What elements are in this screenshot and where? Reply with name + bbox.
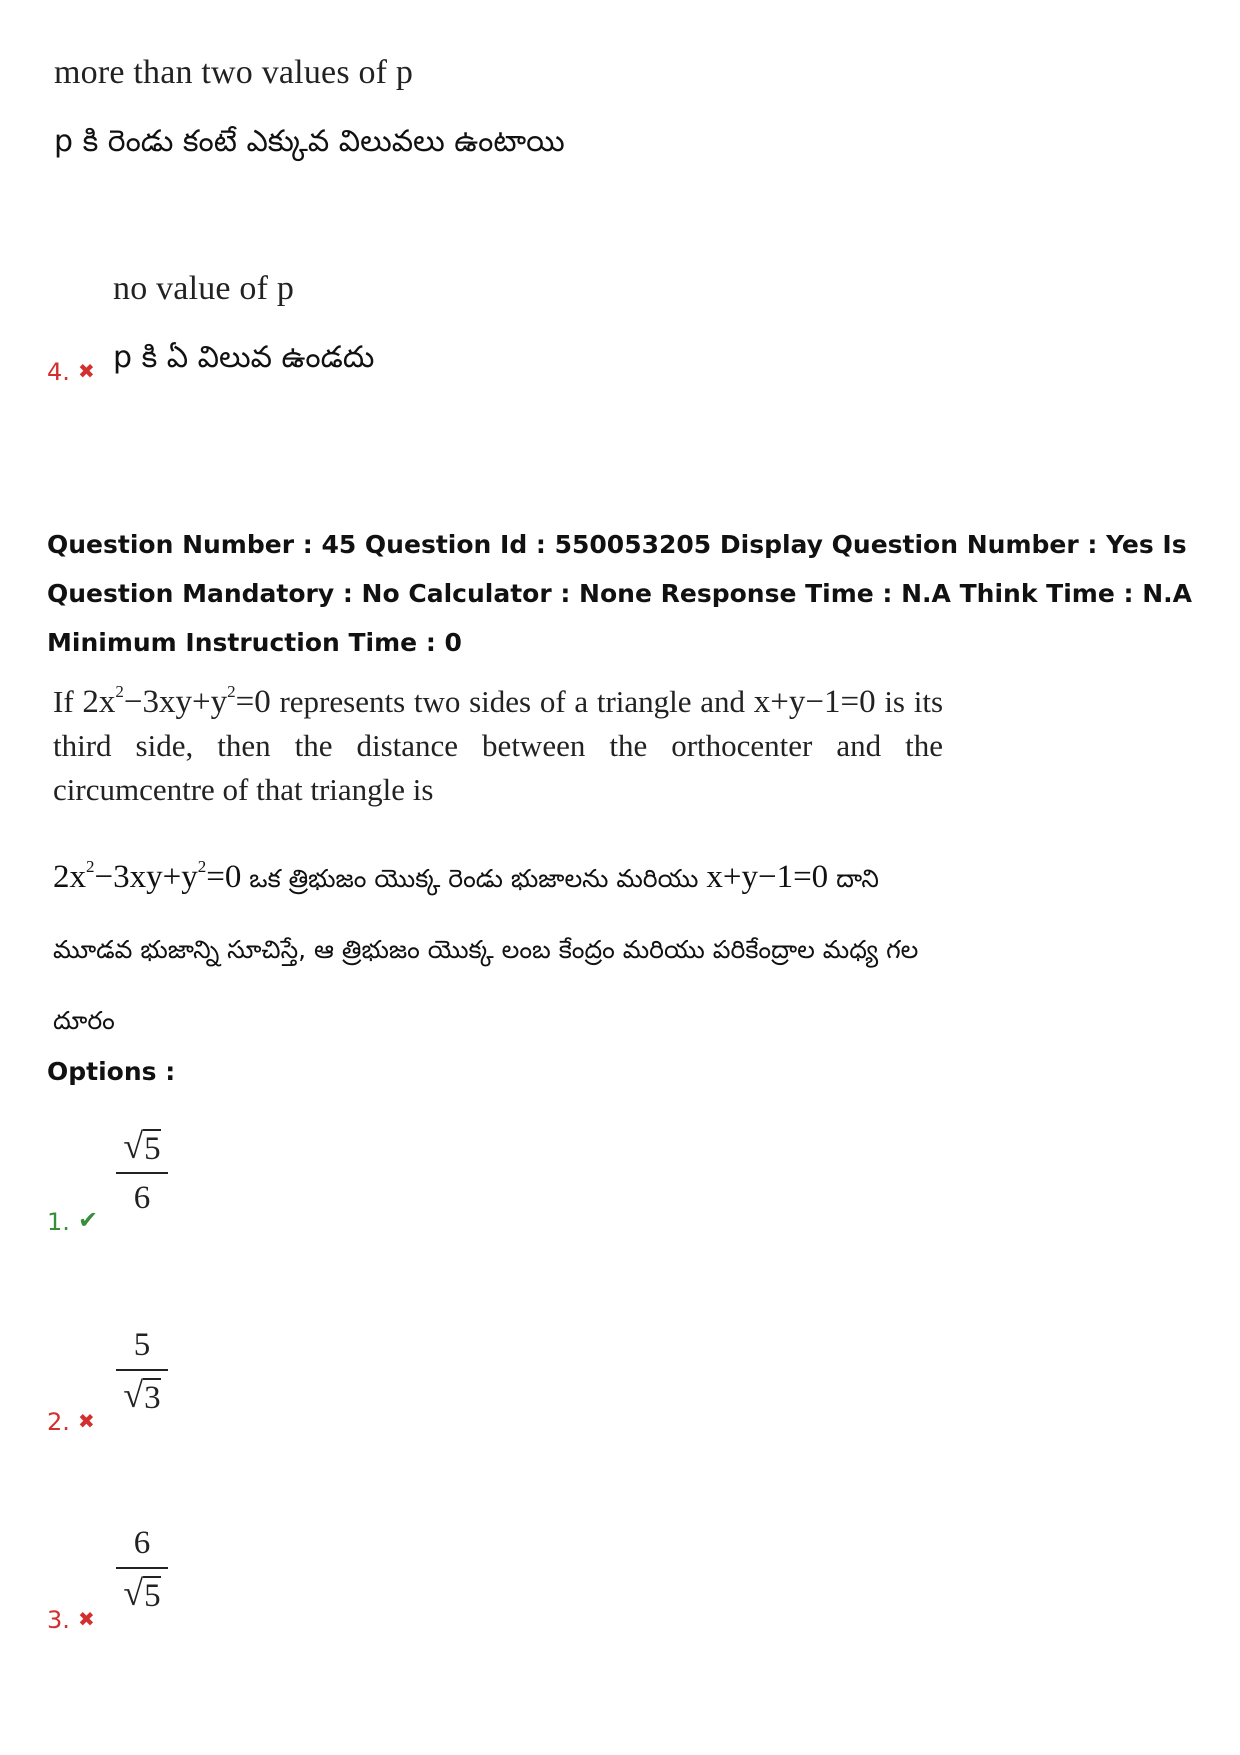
equation-third-side: x+y−1=0 (753, 684, 876, 720)
option-3-number: 3. (47, 1606, 70, 1634)
equation-pair-of-lines: $2x^2-3xy+y^2=0$ (82, 682, 271, 720)
prev-option-4-en: no value of p (113, 270, 295, 307)
question-text-te: $2x^2-3xy+y^2=0$ ఒక త్రిభుజం యొక్క రెండు భుజాలను మరియు x+y−1=0 దాని మూడవ భుజాన్ని సూచిస్తే, ఆ త్రిభుజం యొక్క లంబ కేంద్రం మరియు పరికేంద్రాల మధ్య గల దూరం (53, 857, 919, 1035)
question-meta: Question Number : 45 Question Id : 550053205 Display Question Number : Yes Is Question Mandatory : No Calculator : None Response Time : N.A Think Time : N.A Minimum Instruction Time : 0 (47, 530, 1192, 657)
option-3-fraction[interactable]: 6 √ 5 (116, 1523, 168, 1615)
option-2-denominator: 3 (144, 1380, 161, 1416)
cross-icon: ✖ (78, 1607, 95, 1631)
equation-pair-of-lines-te: $2x^2-3xy+y^2=0$ (53, 857, 242, 895)
question-mid: represents two sides of a triangle and (270, 684, 754, 719)
option-2-number: 2. (47, 1408, 70, 1436)
option-1-numerator: 5 (144, 1131, 161, 1167)
question-text-en (53, 680, 943, 812)
question-end: is its third side, then the distance between the orthocenter and the circumcentre of that triangle is (53, 684, 944, 807)
prev-option-4-te: p కి ఏ విలువ ఉండదు (113, 340, 375, 375)
option-1-denominator: 6 (133, 1180, 151, 1216)
question-if: If (53, 684, 74, 719)
option-1-fraction[interactable]: √ 5 6 (116, 1126, 168, 1218)
option-3-numerator: 6 (133, 1525, 151, 1561)
option-1-number: 1. (47, 1208, 70, 1236)
option-2-numerator: 5 (133, 1327, 151, 1363)
cross-icon: ✖ (78, 1409, 95, 1433)
cross-icon: ✖ (78, 359, 95, 383)
prev-option-3-te: p కి రెండు కంటే ఎక్కువ విలువలు ఉంటాయి (54, 124, 565, 159)
option-3-denominator: 5 (144, 1578, 161, 1614)
prev-option-3-en: more than two values of p (54, 54, 414, 91)
check-icon: ✔ (78, 1206, 99, 1234)
option-4-number: 4. (47, 358, 70, 386)
option-2-fraction[interactable]: 5 √ 3 (116, 1325, 168, 1417)
options-label: Options : (47, 1057, 176, 1086)
